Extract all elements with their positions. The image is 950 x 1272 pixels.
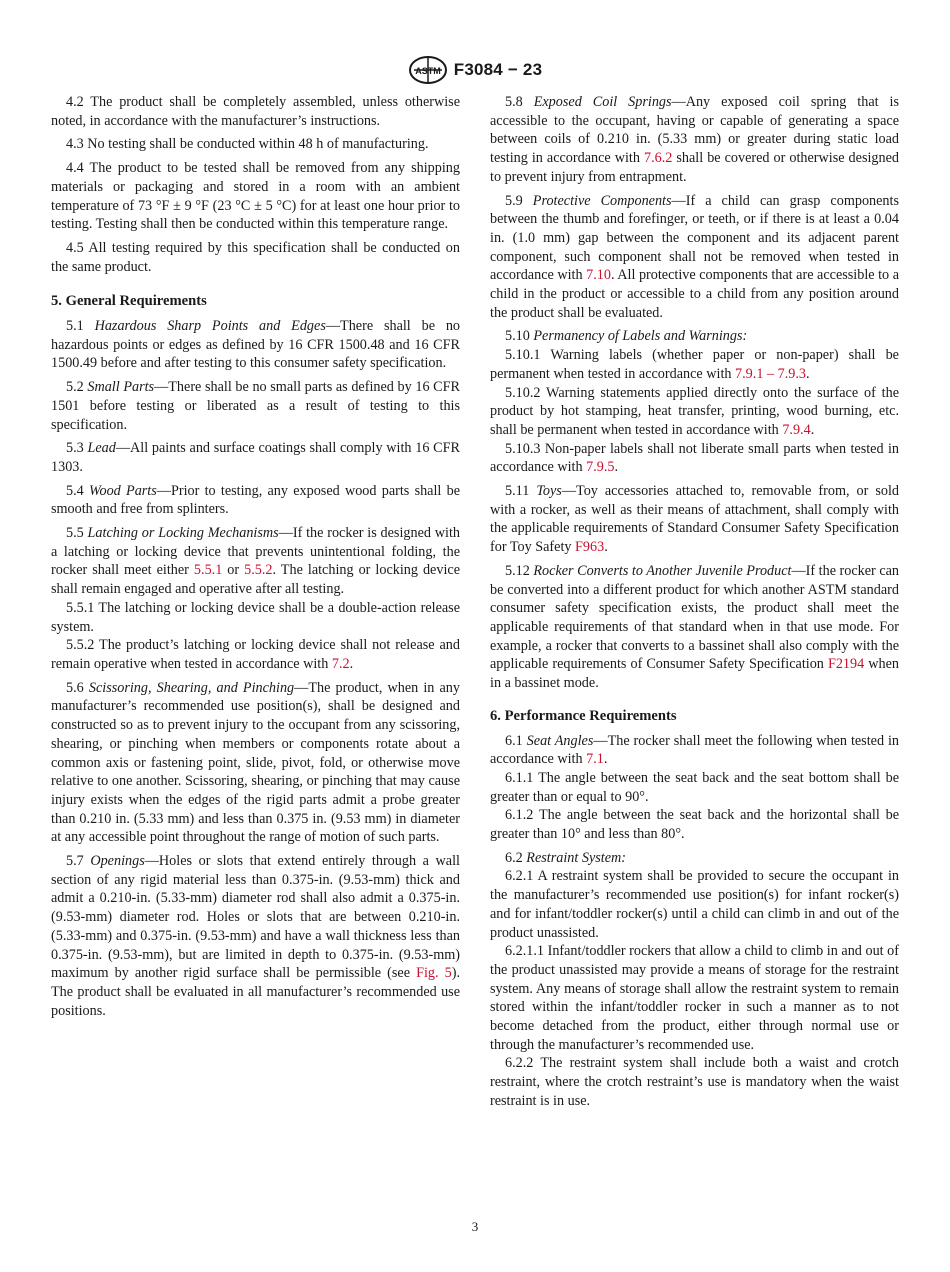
para-6-2-1-1: 6.2.1.1 Infant/toddler rockers that allow a child to climb in and out of the product unassisted may provide a means of storage for the restraint system. Any means of storage shall allow the restraint system to remain stored within the infant/toddler rocker in such a manner as to not become detached from the product, either through normal use or through the manufacturer’s recommended use. xyxy=(490,943,899,1053)
para-4-3: 4.3 No testing shall be conducted within 48 h of manufacturing. xyxy=(66,136,429,153)
para-5-4: 5.4 Wood Parts—Prior to testing, any exposed wood parts shall be smooth and free from splinters. xyxy=(51,482,460,518)
para-5-3: 5.3 Lead—All paints and surface coatings shall comply with 16 CFR 1303. xyxy=(51,440,461,475)
ref-5-5-1-link[interactable]: 5.5.1 xyxy=(193,562,223,579)
ref-f963-link[interactable]: F963 xyxy=(575,539,605,556)
para-4-5: 4.5 All testing required by this specification shall be conducted on the same product. xyxy=(51,239,460,275)
para-5-7: 5.7 Openings—Holes or slots that extend entirely through a wall section of any rigid material less than 0.375-in. (9.53-mm) thick and admit a 0.210-in. (5.33-mm) diameter rod shall also admit a 0.375-in. (9.53-mm) diameter rod. Holes or slots that are between 0.210-in. (5.33-mm) and 0.375-in. (9.53-mm) and have a wall thickness less than 0.375-in. (9.53-mm), but are limited in depth to 0.375-in. (9.53-mm) maximum by another rigid surface shall be permissible (see Fig. 5). The product shall be evaluated in all manufacturer’s recommended use positions. xyxy=(51,853,460,1019)
para-6-1-2: 6.1.2 The angle between the seat back and the horizontal shall be greater than 10° and less than 80°. xyxy=(490,807,899,843)
para-5-2: 5.2 Small Parts—There shall be no small parts as defined by 16 CFR 1501 before testing or liberated as a result of testing to this specification. xyxy=(51,379,460,433)
ref-7-9-1-link[interactable]: 7.9.1 – 7.9.3 xyxy=(735,365,806,382)
para-4-2: 4.2 The product shall be completely assembled, unless otherwise noted, in accordance with the manufacturer’s instructions. xyxy=(51,94,460,129)
ref-7-9-5-link[interactable]: 7.9.5 xyxy=(586,459,615,476)
ref-f2194-link[interactable]: F2194 xyxy=(827,656,865,673)
left-column xyxy=(51,93,460,1020)
para-5-6: 5.6 Scissoring, Shearing, and Pinching—The product, when in any manufacturer’s recommended use position(s), shall be designed and constructed so as to prevent injury to the occupant from any scissoring, shearing, or pinching when members or components rotate about a common axis or fastening point, slide, pivot, fold, or otherwise move relative to one another. Scissoring, shearing, or pinching that may cause injury exists when the edges of the rigid parts admit a probe greater than 0.210 in. (5.33 mm) and less than 0.375 in. (9.53 mm) in diameter at any accessible point throughout the range of motion of such parts. xyxy=(51,679,460,846)
standard-designation: F3084 − 23 xyxy=(453,60,543,79)
para-6-2: 6.2 Restraint System: xyxy=(505,849,626,866)
para-5-5: 5.5 Latching or Locking Mechanisms—If the rocker is designed with a latching or locking device that prevents unintentional folding, the rocker shall meet either 5.5.1 or 5.5.2. The latching or locking device shall remain engaged and operative after all testing. xyxy=(51,525,460,598)
ref-7-6-2-link[interactable]: 7.6.2 xyxy=(643,150,673,167)
para-5-11: 5.11 Toys—Toy accessories attached to, removable from, or sold with a rocker, as well as their means of attachment, shall comply with the applicable requirements of Standard Consumer Safety Specification for Toy Safety F963. xyxy=(490,483,900,556)
page-header xyxy=(0,54,950,86)
para-4-4: 4.4 The product to be tested shall be removed from any shipping materials or packaging and stored in a room with an ambient temperature of 73 °F ± 9 °F (23 °C ± 5 °C) for at least one hour prior to testing. Testing shall then be conducted within this temperature range. xyxy=(51,160,460,233)
right-column xyxy=(490,93,899,1111)
para-6-2-2: 6.2.2 The restraint system shall include both a waist and crotch restraint, where the crotch restraint’s use is mandatory when the waist restraint is in use. xyxy=(490,1055,899,1109)
para-6-1-1: 6.1.1 The angle between the seat back and the seat bottom shall be greater than or equal to 90°. xyxy=(490,769,899,805)
para-5-12: 5.12 Rocker Converts to Another Juvenile Product—If the rocker can be converted into a different product for which another ASTM standard consumer safety specification exists, the product shall meet the applicable requirements of that standard when in that use mode. For example, a rocker that converts to a bassinet shall also comply with the applicable requirements of Consumer Safety Specification F2194 when in a bassinet mode. xyxy=(490,562,900,692)
ref-7-9-4-link[interactable]: 7.9.4 xyxy=(782,421,811,438)
para-5-10: 5.10 Permanency of Labels and Warnings: xyxy=(505,328,748,345)
ref-5-5-2-link[interactable]: 5.5.2 xyxy=(244,562,273,579)
ref-7-1-link[interactable]: 7.1 xyxy=(586,751,604,768)
svg-text:ASTM: ASTM xyxy=(415,66,441,76)
para-5-10-3: 5.10.3 Non-paper labels shall not liberate small parts when tested in accordance with 7.9.5. xyxy=(490,440,899,476)
section-5-heading: 5. General Requirements xyxy=(51,293,207,310)
para-5-10-1: 5.10.1 Warning labels (whether paper or non-paper) shall be permanent when tested in accordance with 7.9.1 – 7.9.3. xyxy=(490,347,899,382)
para-5-9: 5.9 Protective Components—If a child can grasp components between the thumb and forefinger, or teeth, or if there is at least a 0.04 in. (1.0 mm) gap between the component and its adjacent parent component, such component shall not be removed when tested in accordance with 7.10. All protective components that are accessible to a child in the product or accessible to a child from any position around the product shall be evaluated. xyxy=(490,192,899,321)
ref-7-2-link[interactable]: 7.2 xyxy=(331,655,350,672)
ref-fig-5-link[interactable]: Fig. 5 xyxy=(416,965,452,982)
para-5-8: 5.8 Exposed Coil Springs—Any exposed coil spring that is accessible to the occupant, having or capable of generating a space between coils of 0.210 in. (5.33 mm) or greater during static load testing in accordance with 7.6.2 shall be covered or otherwise designed to prevent injury from entrapment. xyxy=(490,94,899,185)
para-5-5-1: 5.5.1 The latching or locking device shall be a double-action release system. xyxy=(51,599,460,635)
section-6-heading: 6. Performance Requirements xyxy=(490,707,677,724)
para-5-5-2: 5.5.2 The product’s latching or locking device shall not release and remain operative when tested in accordance with 7.2. xyxy=(51,637,460,672)
astm-logo-icon xyxy=(408,55,448,85)
para-6-2-1: 6.2.1 A restraint system shall be provided to secure the occupant in the manufacturer’s recommended use position(s) for infant rocker(s) and for infant/toddler rocker(s) until a child can climb in and out of the product unassisted. xyxy=(490,868,899,941)
page-number: 3 xyxy=(471,1219,479,1234)
para-5-10-2: 5.10.2 Warning statements applied directly onto the surface of the product by hot stamping, heat transfer, printing, wood burning, etc. shall be permanent when tested in accordance with 7.9.4. xyxy=(490,384,899,438)
para-5-1: 5.1 Hazardous Sharp Points and Edges—There shall be no hazardous points or edges as defined by 16 CFR 1500.48 and 16 CFR 1500.49 before and after testing to this consumer safety specification. xyxy=(51,318,461,372)
ref-7-10-link[interactable]: 7.10 xyxy=(586,267,611,284)
para-6-1: 6.1 Seat Angles—The rocker shall meet the following when tested in accordance with 7.1. xyxy=(490,732,899,768)
